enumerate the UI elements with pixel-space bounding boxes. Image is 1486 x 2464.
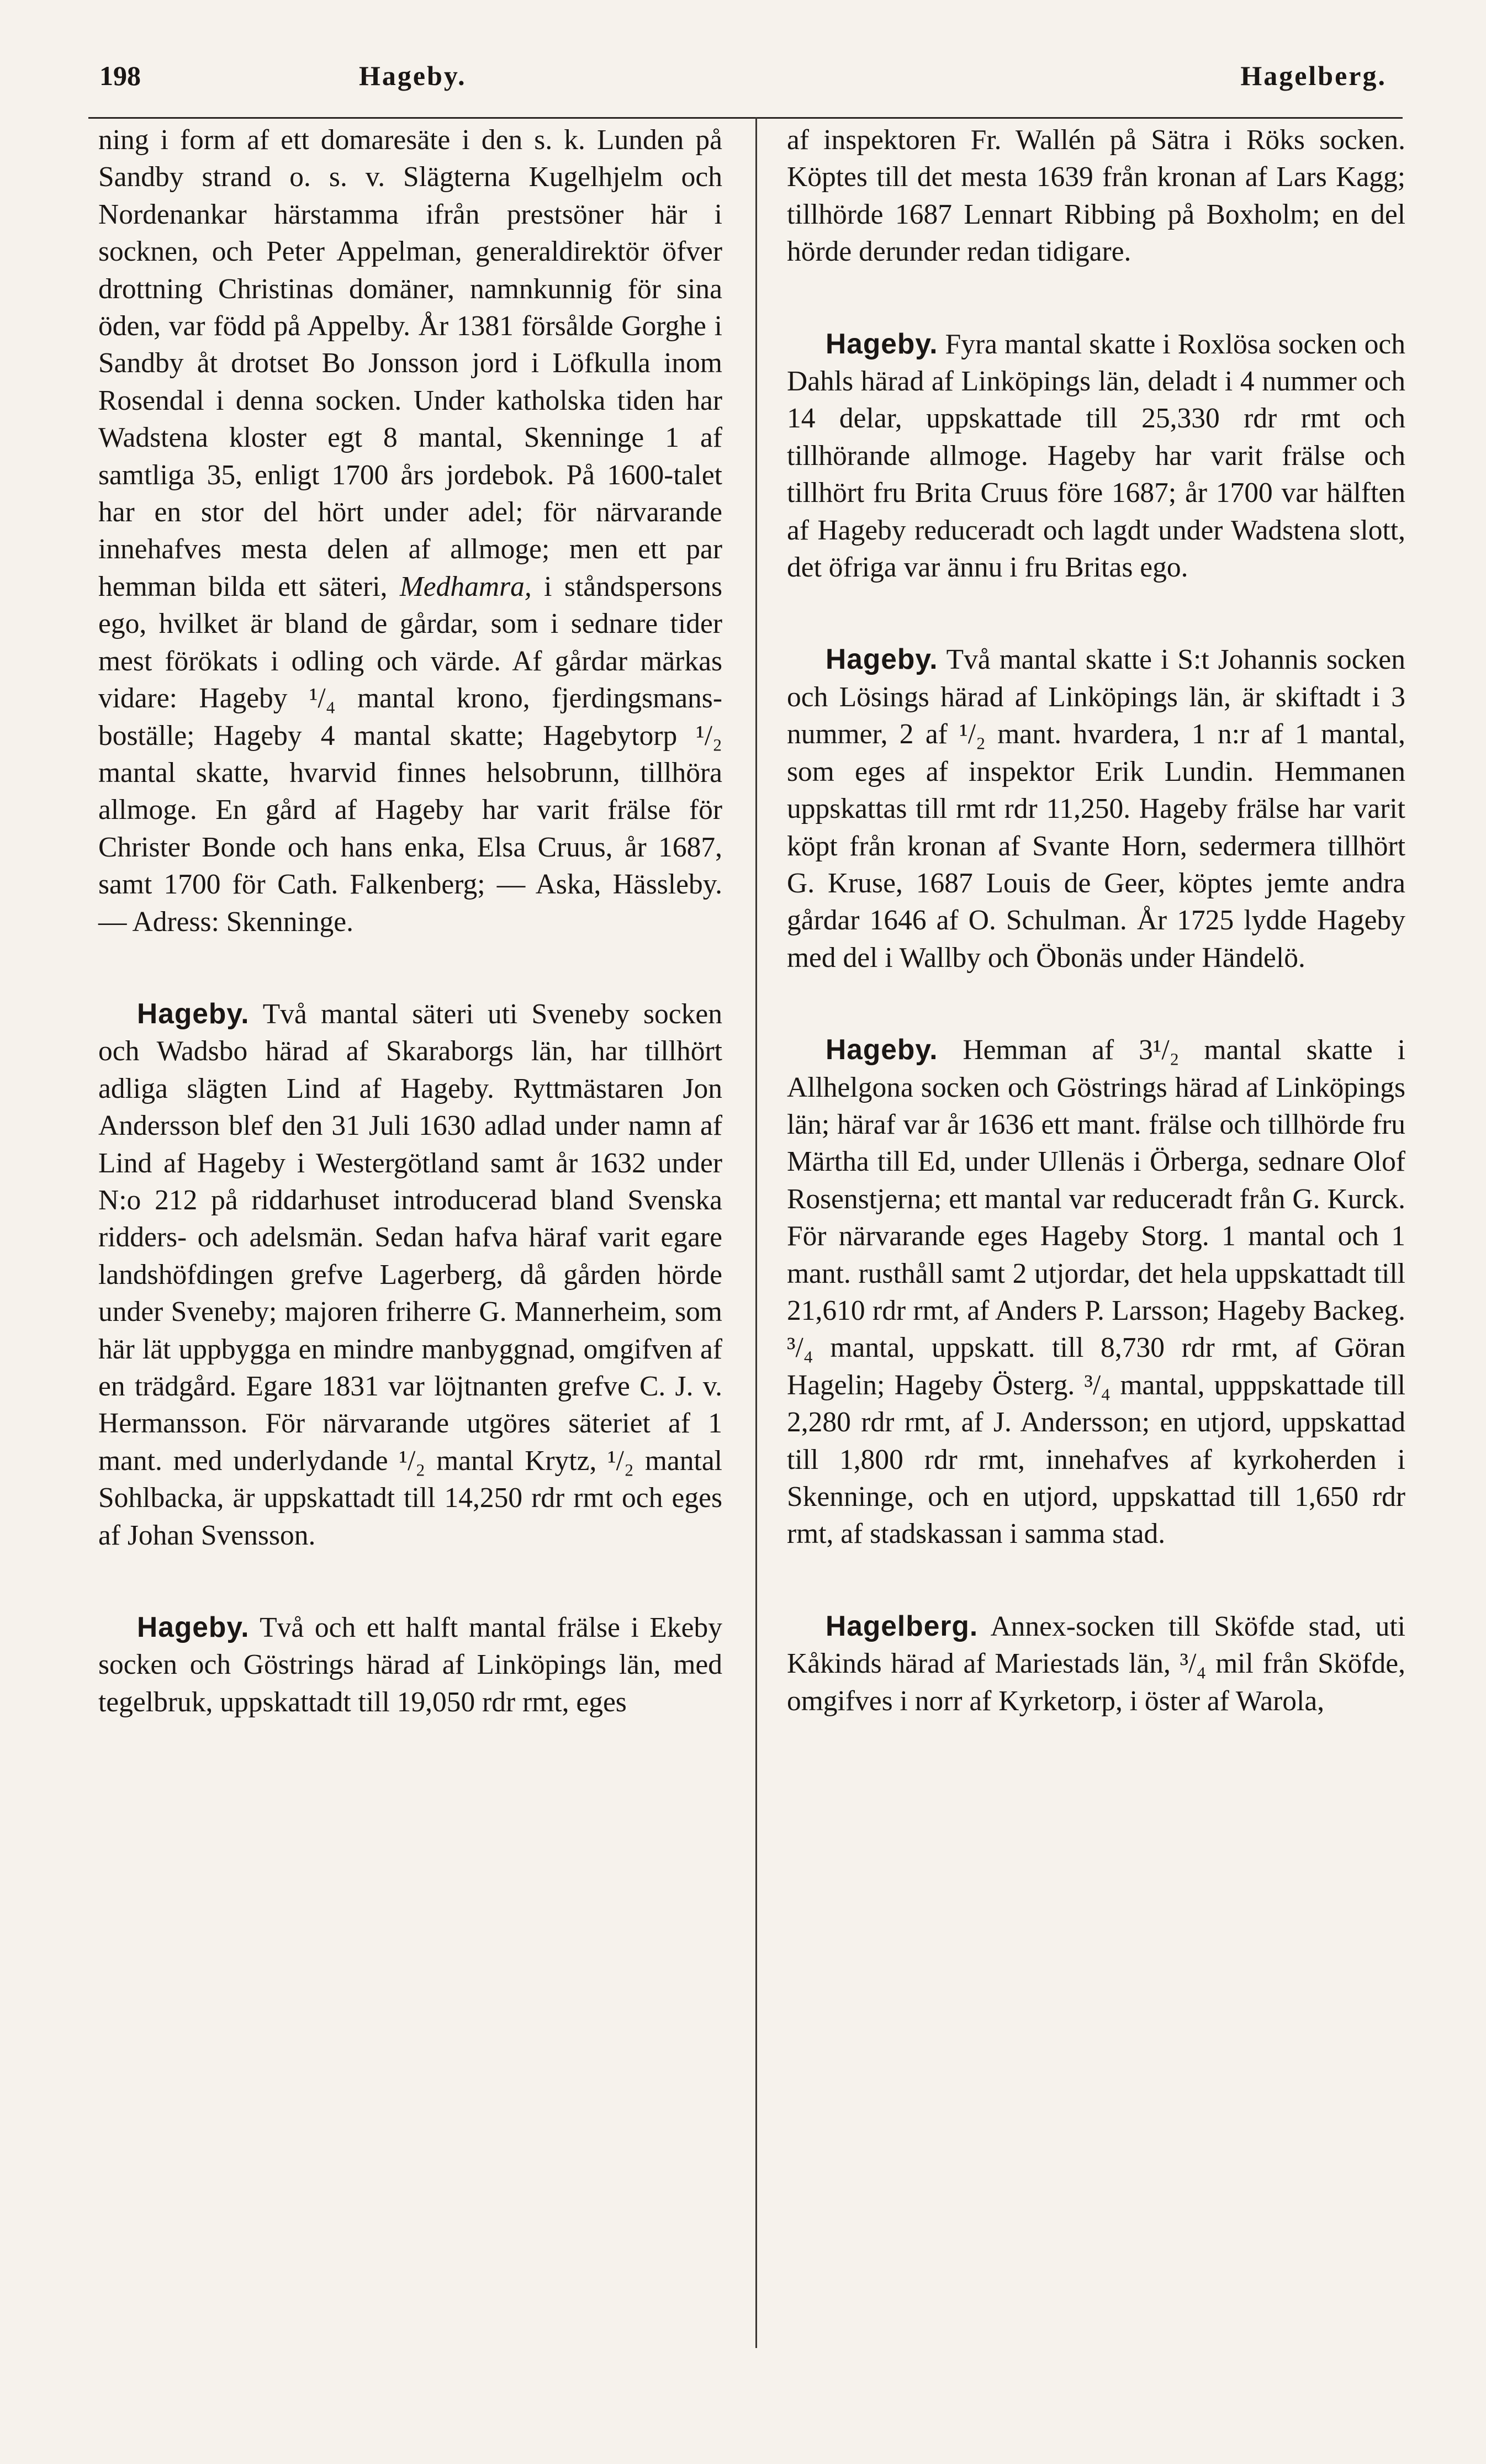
entry-text: Hemman af 3¹/₂ mantal skatte i Allhelgona socken och Göstrings härad af Linköpings län; häraf var år 1636 ett mant. frälse och tillhörde fru Märtha till Ed, under Ullenäs i Örberga, sednare Olof Rosenstjerna; ett mantal var reduceradt från G. Kurck. För närvarande eges Hageby Storg. 1 mantal och 1 mant. rusthåll samt 2 utjordar, det hela uppskattadt till 21,610 rdr rmt, af Anders P. Larsson; Hageby Backeg. ³/₄ mantal, uppskatt. till 8,730 rdr rmt, af Göran Hagelin; Hageby Österg. ³/₄ mantal, upppskattade till 2,280 rdr rmt, af J. Andersson; en utjord, uppskattad till 1,800 rdr rmt, innehafves af kyrkoherden i Skenninge, och en utjord, uppskattad till 1,650 rdr rmt, af stadskassan i samma stad. [787, 1034, 1405, 1550]
entry-headword: Hageby. [137, 1611, 250, 1643]
entry-text: Två mantal skatte i S:t Johannis socken och Lösings härad af Linköpings län, är skiftadt i 3 nummer, 2 af ¹/₂ mant. hvardera, 1 n:r af 1 mantal, som eges af inspektor Erik Lundin. Hemmanen uppskattas till rmt rdr 11,250. Hageby frälse har varit köpt från kronan af Svante Horn, sedermera tillhört G. Kruse, 1687 Louis de Geer, köptes jemte andra gårdar 1646 af O. Schulman. År 1725 lydde Hageby med del i Wallby och Öbonäs under Händelö. [787, 644, 1405, 974]
entry-hageby-allhelgona [787, 1031, 1405, 1553]
entry-text: Annex-socken till Sköfde stad, uti Kåkinds härad af Mariestads län, ³/₄ mil från Sköfde, omgifves i norr af Kyrketorp, i öster af Warola, [787, 1610, 1405, 1717]
right-column [787, 121, 1405, 1720]
running-head-left: Hageby. [359, 60, 467, 91]
left-column [98, 121, 722, 1721]
entry-headword: Hageby. [826, 643, 938, 675]
entry-text: Två mantal säteri uti Sveneby socken och Wadsbo härad af Skaraborgs län, har tillhört adliga slägten Lind af Hageby. Ryttmästaren Jon Andersson blef den 31 Juli 1630 adlad under namn af Lind af Hageby i Westergötland samt år 1632 under N:o 212 på riddarhuset introducerad bland Svenska ridders- och adelsmän. Sedan hafva häraf varit egare landshöfdingen grefve Lagerberg, då gården hörde under Sveneby; majoren friherre G. Mannerheim, som här lät uppbygga en mindre manbyggnad, omgifven af en trädgård. Egare 1831 var löjtnanten grefve C. J. v. Hermansson. För närvarande utgöres säteriet af 1 mant. med underlydande ¹/₂ mantal Krytz, ¹/₂ mantal Sohlbacka, är uppskattadt till 14,250 rdr rmt och eges af Johan Svensson. [98, 998, 722, 1551]
entry-hageby-st-johannis [787, 641, 1405, 976]
entry-hagelberg [787, 1608, 1405, 1720]
entry-hageby-sveneby [98, 995, 722, 1554]
entry-text: Fyra mantal skatte i Roxlösa socken och Dahls härad af Linköpings län, deladt i 4 nummer och 14 delar, uppskattade till 25,330 rdr rmt och tillhörande allmoge. Hageby har varit frälse och tillhört fru Brita Cruus före 1687; år 1700 var hälften af Hageby reduceradt och lagdt under Wadstena slott, det öfriga var ännu i fru Britas ego. [787, 328, 1405, 584]
entry-hageby-roxlosa [787, 325, 1405, 586]
header-rule [88, 117, 1403, 119]
entry-headword: Hageby. [826, 1033, 938, 1066]
entry-hageby-ekeby [98, 1609, 722, 1721]
column-divider [755, 117, 757, 2348]
entry-headword: Hagelberg. [826, 1609, 979, 1642]
italic-place-name: Medhamra, [399, 570, 532, 602]
page-header [99, 60, 1442, 109]
entry-headword: Hageby. [826, 327, 938, 359]
continued-paragraph: af inspektoren Fr. Wallén på Sätra i Röks socken. Köptes till det mesta 1639 från kronan af Lars Kagg; tillhörde 1687 Lennart Ribbing på Boxholm; en del hörde derunder redan tidigare. [787, 124, 1405, 268]
continued-paragraph: ning i form af ett domaresäte i den s. k. Lunden på Sandby strand o. s. v. Slägterna Kugelhjelm och Nordenankar härstamma ifrån prestsöner här i socknen, och Peter Appelman, generaldirektör öfver drottning Christinas domäner, namnkunnig för sina öden, var född på Appelby. År 1381 försålde Gorghe i Sandby åt drotset Bo Jonsson jord i Löfkulla inom Rosendal i denna socken. Under katholska tiden har Wadstena kloster egt 8 mantal, Skenninge 1 af samtliga 35, enligt 1700 års jordebok. På 1600-talet har en stor del hört under adel; för närvarande innehafves mesta delen af allmoge; men ett par hemman bilda ett säteri, Medhamra, i ståndspersons ego, hvilket är bland de gårdar, som i sednare tider mest förökats i odling och värde. Af gårdar märkas vidare: Hageby ¹/₄ mantal krono, fjerdingsmans-boställe; Hageby 4 mantal skatte; Hagebytorp ¹/₂ mantal skatte, hvarvid finnes helsobrunn, tillhöra allmoge. En gård af Hageby har varit frälse för Christer Bonde och hans enka, Elsa Cruus, år 1687, samt 1700 för Cath. Falkenberg; — Aska, Hässleby. — Adress: Skenninge. [98, 124, 722, 938]
page-number: 198 [99, 60, 141, 91]
entry-text: Två och ett halft mantal frälse i Ekeby socken och Göstrings härad af Linköpings län, med tegelbruk, uppskattadt till 19,050 rdr rmt, eges [98, 1612, 722, 1718]
running-head-right: Hagelberg. [1240, 60, 1387, 91]
entry-headword: Hageby. [137, 997, 250, 1029]
